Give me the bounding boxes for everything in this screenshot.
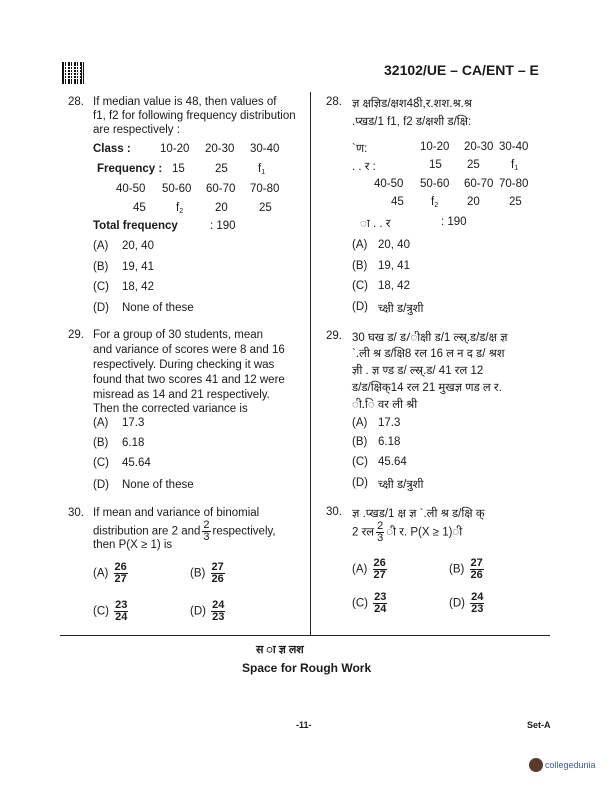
- class-cell: 20-30: [464, 141, 494, 153]
- option-d: च्क्षी ड/त्रुशी: [378, 479, 424, 491]
- question-text: ज्ञी . ज्ञ ण्ड ड/ ल्स्र्.ड/ 41 रल 12: [352, 365, 484, 377]
- total-label: ा . . र: [360, 218, 391, 230]
- option-c: 45.64: [122, 457, 151, 469]
- numerator: 26: [114, 561, 127, 573]
- option-label: (A): [93, 240, 109, 252]
- class-cell: 70-80: [250, 183, 280, 195]
- class-cell: 30-40: [499, 141, 529, 153]
- option-label: (C): [352, 280, 368, 292]
- option-d: None of these: [122, 302, 194, 314]
- bottom-rule: [60, 635, 550, 636]
- option-label: (C): [352, 597, 368, 610]
- freq-cell: 25: [467, 159, 480, 171]
- option-a: 17.3: [122, 417, 145, 429]
- numerator: 26: [373, 557, 386, 569]
- text: distribution are 2 and: [93, 525, 201, 538]
- option-a: 20, 40: [122, 240, 154, 252]
- option-label: (B): [352, 436, 368, 448]
- numerator: 23: [374, 591, 387, 603]
- option-b: 6.18: [122, 437, 145, 449]
- question-text: f1, f2 for following frequency distribution: [93, 110, 296, 122]
- option-label: (A): [352, 563, 368, 576]
- denominator: 23: [471, 603, 484, 615]
- numerator: 2: [377, 520, 384, 532]
- question-text: ज्ञ क्षज्ञिड/क्षश48ी,र.शश.श्र.श्र: [352, 98, 472, 110]
- class-cell: 40-50: [116, 183, 146, 195]
- numerator: 27: [211, 561, 224, 573]
- option-b: [190, 562, 227, 585]
- freq-cell: 45: [133, 202, 146, 214]
- question-text: For a group of 30 students, mean: [93, 329, 264, 341]
- set-label: Set-A: [527, 720, 551, 730]
- option-d: [190, 600, 227, 623]
- option-label: (B): [93, 261, 109, 273]
- total-value: : 190: [441, 216, 467, 228]
- question-text: .प्खड/1 f1, f2 ड/क्षशी ड/क्षि:: [352, 116, 472, 128]
- freq-cell: 15: [172, 163, 185, 175]
- option-label: (A): [352, 239, 368, 251]
- question-text: `.ली श्र ड/क्षि8 रल 16 ल न द ड/ श्रश: [352, 348, 505, 360]
- denominator: 24: [374, 603, 387, 615]
- question-text: ड/ड/क्षिक्14 रल 21 मुखज्ञ णड ल र.: [352, 382, 502, 394]
- question-text: are respectively :: [93, 124, 180, 136]
- numerator: 23: [115, 599, 128, 611]
- option-label: (A): [93, 417, 109, 429]
- class-label: Class :: [93, 143, 131, 155]
- question-number: 29.: [68, 329, 84, 341]
- question-text: found that two scores 41 and 12 were: [93, 374, 285, 386]
- option-d: [449, 592, 486, 615]
- freq-cell: 20: [467, 196, 480, 208]
- option-a: 20, 40: [378, 239, 410, 251]
- option-c: [93, 600, 130, 623]
- rough-work-label: Space for Rough Work: [242, 661, 372, 675]
- option-label: (B): [93, 437, 109, 449]
- freq-cell: 25: [509, 196, 522, 208]
- rough-work-hindi: स ा ज्ञ लश: [256, 644, 304, 656]
- denominator: 27: [114, 573, 127, 585]
- question-text: ी.ि वर ली श्री: [352, 399, 418, 411]
- class-cell: 50-60: [420, 178, 450, 190]
- logo-text: collegedunia: [545, 760, 596, 770]
- fraction: [211, 562, 225, 585]
- frequency-label: . . र :: [352, 161, 376, 173]
- question-text: and variance of scores were 8 and 16: [93, 344, 285, 356]
- class-cell: 10-20: [420, 141, 450, 153]
- question-number: 29.: [326, 330, 342, 342]
- numerator: 27: [470, 557, 483, 569]
- denominator: 3: [203, 531, 210, 543]
- numerator: 2: [203, 519, 210, 531]
- freq-cell: $f_1$: [258, 163, 266, 176]
- freq-cell: 25: [259, 202, 272, 214]
- numerator: 24: [212, 599, 225, 611]
- class-cell: 20-30: [205, 143, 235, 155]
- fraction: [202, 520, 210, 543]
- paper-code: 32102/UE – CA/ENT – E: [384, 62, 539, 78]
- question-number: 28.: [68, 96, 84, 108]
- question-text: Then the corrected variance is: [93, 403, 248, 415]
- frequency-label: Frequency :: [97, 163, 163, 175]
- freq-cell: 20: [215, 202, 228, 214]
- class-label: `ण:: [352, 143, 368, 155]
- freq-cell: 25: [215, 163, 228, 175]
- text: respectively,: [212, 525, 276, 538]
- question-number: 30.: [326, 506, 342, 518]
- option-d: None of these: [122, 479, 194, 491]
- class-cell: 40-50: [374, 178, 404, 190]
- fraction: [470, 592, 484, 615]
- qr-code-icon: [62, 62, 84, 84]
- total-label: Total frequency: [93, 220, 178, 232]
- class-cell: 60-70: [206, 183, 236, 195]
- question-text: If mean and variance of binomial: [93, 507, 260, 519]
- question-text: misread as 14 and 21 respectively.: [93, 389, 270, 401]
- option-c: 45.64: [378, 456, 407, 468]
- option-label: (A): [352, 417, 368, 429]
- option-label: (B): [190, 567, 206, 580]
- numerator: 24: [471, 591, 484, 603]
- freq-cell: $f_2$: [176, 202, 184, 215]
- option-c: 18, 42: [378, 280, 410, 292]
- class-cell: 50-60: [162, 183, 192, 195]
- option-b: 19, 41: [378, 260, 410, 272]
- denominator: 23: [212, 611, 225, 623]
- option-label: (D): [352, 301, 368, 313]
- column-divider: [310, 92, 311, 636]
- option-label: (C): [93, 281, 109, 293]
- question-text: If median value is 48, then values of: [93, 96, 277, 108]
- freq-cell: $f_1$: [511, 159, 519, 172]
- option-label: (D): [93, 302, 109, 314]
- question-text: ज्ञ .प्खड/1 क्ष ज्ञ `.ली श्र ड/क्षि क्: [352, 508, 485, 520]
- option-label: (D): [93, 479, 109, 491]
- option-d: च्क्षी ड/त्रुशी: [378, 303, 424, 315]
- option-b: 19, 41: [122, 261, 154, 273]
- fraction: [211, 600, 225, 623]
- option-a: [93, 562, 130, 585]
- total-value: : 190: [210, 220, 236, 232]
- class-cell: 70-80: [499, 178, 529, 190]
- option-label: (B): [352, 260, 368, 272]
- question-number: 30.: [68, 507, 84, 519]
- option-b: 6.18: [378, 436, 401, 448]
- question-text: then P(X ≥ 1) is: [93, 539, 173, 551]
- fraction: [114, 562, 128, 585]
- class-cell: 60-70: [464, 178, 494, 190]
- question-number: 28.: [326, 96, 342, 108]
- denominator: 26: [470, 569, 483, 581]
- page-number: -11-: [296, 720, 312, 730]
- option-label: (A): [93, 567, 109, 580]
- text: 2 रल: [352, 526, 375, 539]
- option-c: 18, 42: [122, 281, 154, 293]
- option-label: (D): [352, 477, 368, 489]
- fraction: [376, 521, 384, 544]
- option-a: [352, 558, 389, 581]
- option-b: [449, 558, 486, 581]
- question-text: [352, 521, 462, 544]
- denominator: 26: [211, 573, 224, 585]
- denominator: 24: [115, 611, 128, 623]
- fraction: [114, 600, 128, 623]
- freq-cell: 15: [429, 159, 442, 171]
- option-a: 17.3: [378, 417, 401, 429]
- mascot-icon: [529, 758, 543, 772]
- class-cell: 30-40: [250, 143, 280, 155]
- fraction: [373, 592, 387, 615]
- option-label: (B): [449, 563, 465, 576]
- option-label: (D): [190, 605, 206, 618]
- denominator: 3: [377, 532, 384, 544]
- freq-cell: $f_2$: [431, 196, 439, 209]
- option-label: (C): [93, 457, 109, 469]
- question-text: respectively. During checking it was: [93, 359, 275, 371]
- option-label: (C): [93, 605, 109, 618]
- option-c: [352, 592, 389, 615]
- option-label: (D): [449, 597, 465, 610]
- question-text: 30 घख ड/ ड/ीक्षी ड/1 ल्स्र्.ड/ड/क्ष ज्ञ: [352, 332, 508, 344]
- fraction: [373, 558, 387, 581]
- denominator: 27: [373, 569, 386, 581]
- text: ी र. P(X ≥ 1)ी: [386, 526, 463, 539]
- freq-cell: 45: [391, 196, 404, 208]
- option-label: (C): [352, 456, 368, 468]
- collegedunia-logo: [529, 758, 596, 772]
- class-cell: 10-20: [160, 143, 190, 155]
- fraction: [470, 558, 484, 581]
